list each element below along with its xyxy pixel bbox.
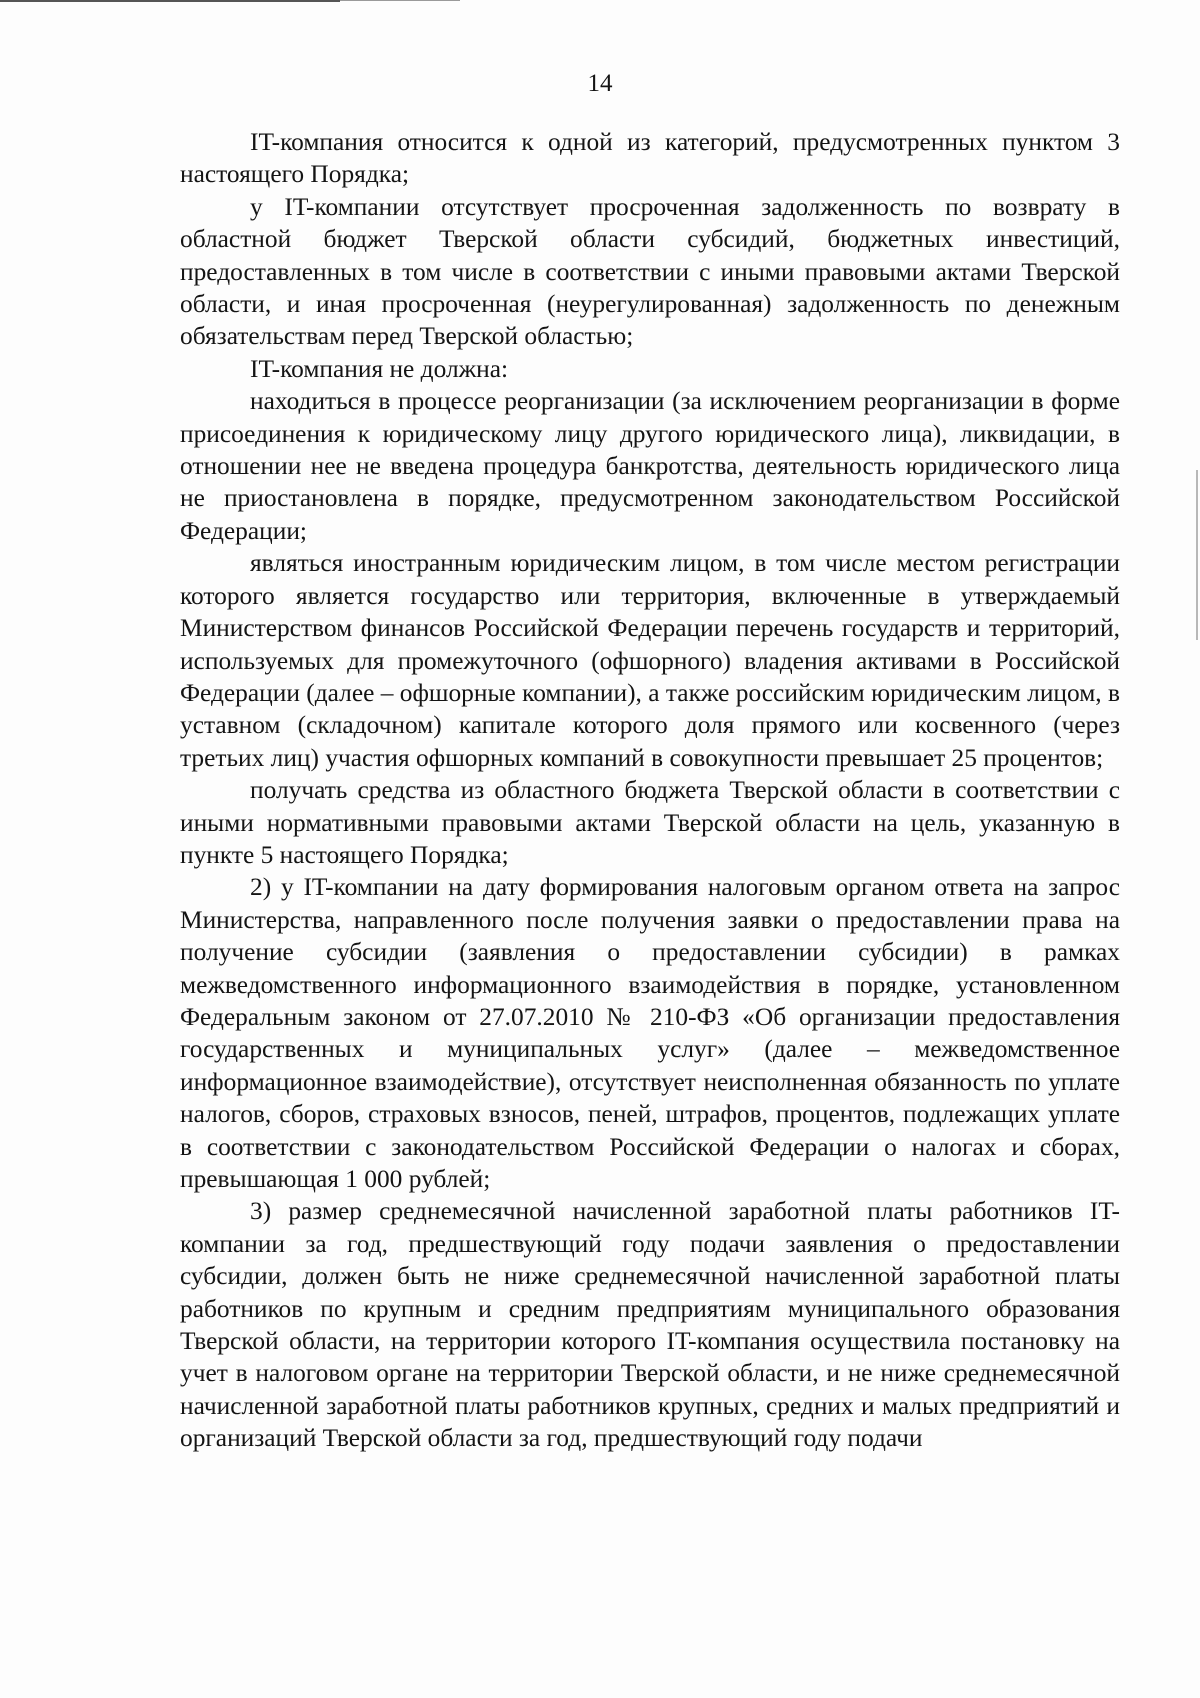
paragraph-receive-funds: получать средства из областного бюджета Тверской области в соответствии с иными нормативными правовыми актами Тверской области на цель, указанную в пункте 5 настоящего Порядка; — [180, 776, 1120, 869]
scan-edge-mark — [0, 0, 340, 2]
paragraph-foreign-entity: являться иностранным юридическим лицом, в том числе местом регистрации которого является государство или территория, включенные в утверждаемый Министерством финансов Российской Федерации перечень государств и территорий, используемых для промежуточного (офшорного) владения активами в Российской Федерации (далее – офшорные компании), а также российским юридическим лицом, в уставном (складочном) капитале которого доля прямого или косвенного (через третьих лиц) участия офшорных компаний в совокупности превышает 25 процентов; — [180, 549, 1120, 772]
scan-edge-mark — [340, 0, 460, 1]
paragraph-must-not: IT-компания не должна: — [250, 354, 509, 383]
document-body — [180, 126, 1120, 1455]
paragraph-reorganization: находиться в процессе реорганизации (за исключением реорганизации в форме присоединения к юридическому лицу другого юридического лица), ликвидации, в отношении нее не введена процедура банкротства, деятельность юридического лица не приостановлена в порядке, предусмотренном законодательством Российской Федерации; — [180, 387, 1120, 545]
scan-edge-mark — [1196, 470, 1198, 640]
paragraph-no-overdue-debt: у IT-компании отсутствует просроченная задолженность по возврату в областной бюджет Тверской области субсидий, бюджетных инвестиций, предоставленных в том числе в соответствии с иными правовыми актами Тверской области, и иная просроченная (неурегулированная) задолженность по денежным обязательствам перед Тверской областью; — [180, 192, 1120, 351]
paragraph-item-2-tax-debt: 2) у IT-компании на дату формирования налоговым органом ответа на запрос Министерства, направленного после получения заявки о предоставлении права на получение субсидии (заявления о предоставлении субсидии) в рамках межведомственного информационного взаимодействия в порядке, установленном Федеральным законом от 27.07.2010 № 210-ФЗ «Об организации предоставления государственных и муниципальных услуг» (далее – межведомственное информационное взаимодействие), отсутствует неисполненная обязанность по уплате налогов, сборов, страховых взносов, пеней, штрафов, процентов, подлежащих уплате в соответствии с законодательством Российской Федерации о налогах и сборах, превышающая 1 000 рублей; — [180, 873, 1120, 1193]
paragraph-item-3-salary: 3) размер среднемесячной начисленной заработной платы работников IT-компании за год, предшествующий году подачи заявления о предоставлении субсидии, должен быть не ниже среднемесячной начисленной заработной платы работников по крупным и средним предприятиям муниципального образования Тверской области, на территории которого IT-компания осуществила постановку на учет в налоговом органе на территории Тверской области, и не ниже среднемесячной начисленной заработной платы работников крупных, средних и малых предприятий и организаций Тверской области за год, предшествующий году подачи — [180, 1197, 1120, 1453]
page-number: 14 — [587, 70, 613, 97]
paragraph-category: IT-компания относится к одной из категорий, предусмотренных пунктом 3 настоящего Порядка; — [180, 128, 1120, 189]
